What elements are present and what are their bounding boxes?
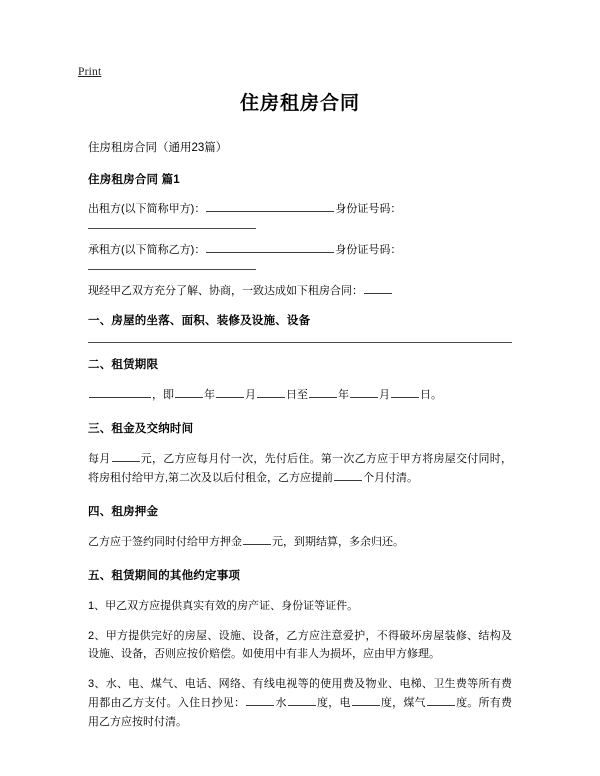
- preamble-paragraph: [88, 282, 512, 301]
- clause-item-1: 1、甲乙双方应提供真实有效的房产证、身份证等证件。: [88, 599, 359, 612]
- lease-term-connector: ，即: [152, 389, 174, 402]
- section-3-heading: 三、租金及交纳时间: [88, 423, 194, 436]
- start-day-label: 日: [286, 389, 297, 402]
- lease-term-blank[interactable]: [89, 387, 151, 398]
- end-day-blank[interactable]: [391, 387, 419, 398]
- water-degree-blank[interactable]: [288, 695, 316, 706]
- document-content: [0, 139, 600, 732]
- document-subtitle: 住房租房合同（通用23篇）: [88, 141, 228, 154]
- water-reading-blank[interactable]: [246, 695, 274, 706]
- deposit-tail: 元，到期结算，多余归还。: [272, 535, 404, 548]
- start-month-label: 月: [245, 389, 256, 402]
- end-month-blank[interactable]: [350, 387, 378, 398]
- lessor-id-label: 身份证号码：: [335, 203, 402, 216]
- electric-degree-label: 度: [380, 697, 393, 710]
- start-year-label: 年: [204, 389, 215, 402]
- page-title: 住房租房合同: [239, 93, 360, 114]
- start-month-blank[interactable]: [216, 387, 244, 398]
- lessor-label: 出租方(以下简称甲方)：: [88, 203, 206, 216]
- end-year-label: 年: [338, 389, 349, 402]
- clause-item-2: 2、甲方提供完好的房屋、设施、设备，乙方应注意爱护，不得破坏房屋装修、结构及设施、设备，否则应按价赔偿。如使用中有非人为损坏，应由甲方修理。: [88, 629, 512, 661]
- electric-reading-blank[interactable]: [352, 695, 380, 706]
- deposit-text: 乙方应于签约同时付给甲方押金: [88, 535, 242, 548]
- lessee-line: [88, 241, 512, 260]
- lessee-name-blank[interactable]: [206, 242, 334, 253]
- to-label: 至: [297, 389, 308, 402]
- end-month-label: 月: [379, 389, 390, 402]
- start-year-blank[interactable]: [175, 387, 203, 398]
- advance-months-blank[interactable]: [334, 469, 362, 480]
- clause-item-3: 3、水、电、煤气、电话、网络、有线电视等的使用费及物业、电梯、卫生费等所有费用都由乙方支付。入住日抄见： 水 度，电 度，煤气 度。所有费用乙方应按时付清。: [88, 678, 513, 729]
- rent-terms-tail: 个月付清。: [363, 471, 419, 484]
- section-5-heading: 五、租赁期间的其他约定事项: [88, 569, 241, 582]
- section-1-blank-line[interactable]: [88, 342, 512, 343]
- section-4-body: [88, 533, 512, 552]
- lessee-id-blank[interactable]: [88, 269, 256, 270]
- section-1-heading: 一、房屋的坐落、面积、装修及设施、设备: [88, 315, 311, 328]
- section-4-heading: 四、租房押金: [88, 505, 159, 518]
- rent-unit-label: 元: [140, 453, 153, 465]
- lessee-label: 承租方(以下简称乙方)：: [88, 244, 206, 257]
- rent-monthly-label: 每月: [88, 453, 111, 465]
- lessor-name-blank[interactable]: [206, 201, 334, 212]
- clause-item-3-text: 3、水、电、煤气、电话、网络、有线电视等的使用费及物业、电梯、卫生费等所有费用都由乙方支付。入住日抄见：: [88, 678, 512, 710]
- lessor-line: [88, 200, 512, 219]
- preamble-blank[interactable]: [364, 283, 392, 294]
- period-end-punct: 。: [431, 389, 442, 402]
- deposit-amount-blank[interactable]: [243, 533, 271, 544]
- preamble-text: 现经甲乙双方充分了解、协商，一致达成如下租房合同：: [88, 285, 363, 298]
- section-2-heading: 二、租赁期限: [88, 359, 159, 372]
- end-year-blank[interactable]: [309, 387, 337, 398]
- section-3-body: [88, 450, 512, 488]
- chapter-heading: 住房租房合同 篇1: [88, 174, 180, 187]
- lessee-id-label: 身份证号码：: [335, 244, 402, 257]
- clause-item-3-tail: 度。所有费用乙方应按时付清。: [88, 697, 513, 729]
- print-link[interactable]: Print: [78, 66, 102, 78]
- water-degree-label: 度: [316, 697, 329, 710]
- document-body: [0, 92, 600, 743]
- lessor-id-blank[interactable]: [88, 228, 256, 229]
- rent-terms-text: ，乙方应每月付一次，先付后住。第一次乙方应于甲方将房屋交付同时，将房租付给甲方,第二次及以后付租金，乙方应提前: [88, 453, 513, 484]
- end-day-label: 日: [420, 389, 431, 402]
- water-label: 水: [275, 697, 287, 710]
- monthly-rent-blank[interactable]: [112, 451, 140, 462]
- start-day-blank[interactable]: [257, 387, 285, 398]
- gas-reading-blank[interactable]: [427, 695, 455, 706]
- electric-label: 电: [339, 697, 351, 710]
- section-2-body: [88, 386, 512, 405]
- gas-label: 煤气: [403, 697, 426, 710]
